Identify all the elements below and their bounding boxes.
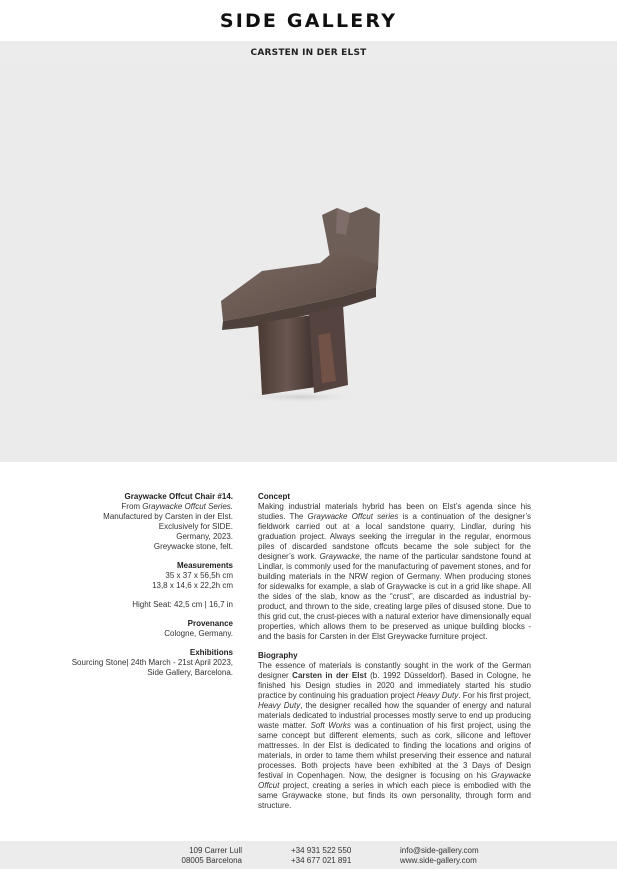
footer-phones bbox=[291, 846, 351, 866]
concept-em-2: Graywacke bbox=[319, 552, 360, 561]
concept-text-3: , the name of the particular sandstone found at Lindlar, is commonly used for the manufacturing of pavement stones, and for building materials in the NRW region of Germany. When producing stones for sidewalks for example, a slab of Graywacke is cut in a grid like shape. All the sides of the slab, know as the “crust”, are discarded as industrial by-product, and thrown to the side, creating large piles of disused stone. Due to this grid cut, the crust-pieces with a natural exterior have dimensionally equal properties, which allows them to be preserved as unique building blocks - and the basis for Carsten in der Elst Greywacke furniture project. bbox=[258, 552, 531, 641]
exhibitions-heading: Exhibitions bbox=[189, 648, 233, 657]
bio-text-1: The essence of materials is constantly sought in the work of the German designer bbox=[258, 661, 531, 680]
email-link[interactable]: info@side-gallery.com bbox=[400, 846, 479, 855]
bio-em-2: Heavy Duty bbox=[258, 701, 301, 710]
measurements-cm: 35 x 37 x 56,5h cm bbox=[165, 571, 233, 580]
exhibition-line-1: Sourcing Stone| 24th March - 21st April 2023, bbox=[71, 658, 233, 667]
provenance-block bbox=[40, 619, 233, 639]
address-line-2: 08005 Barcelona bbox=[181, 856, 242, 865]
bio-text-5: was a continuation of his first project, using the same concept but different elements, such as cork, silicone and leftover mattresses. In der Elst is dedicated to finding the locations and origins of materials, in order to tame them whilst preserving their essence and natural processes. Both projects have been exhibited at the 3 Days of Design festival in Copenhagen. Now, the designer is focusing on his bbox=[258, 721, 531, 780]
phone-2[interactable]: +34 677 021 891 bbox=[291, 856, 352, 865]
concept-text-1: Making industrial materials hybrid has been on Elst’s agenda since his studies. The bbox=[258, 502, 531, 521]
provenance-value: Cologne, Germany. bbox=[164, 629, 233, 638]
details-column bbox=[40, 492, 233, 687]
artist-name: CARSTEN IN DER ELST bbox=[250, 48, 367, 58]
bio-em-1: Heavy Duty bbox=[416, 691, 459, 700]
details-block bbox=[40, 492, 233, 552]
bio-em-3: Soft Works bbox=[310, 721, 351, 730]
provenance-heading: Provenance bbox=[187, 619, 233, 628]
concept-text-2: is a continuation of the designer’s fieldwork carried out at a local sandstone quarry, Lindlar, during his graduation project. Always seeking the irregular in the regular, enormous piles of discarded sandstone offcuts became the sole subject for the designer’s work. bbox=[258, 512, 532, 561]
origin-line: Germany, 2023. bbox=[176, 532, 233, 541]
address-line-1: 109 Carrer Lull bbox=[189, 846, 242, 855]
biography-section bbox=[258, 651, 531, 811]
brand-name: SIDE GALLERY bbox=[219, 9, 398, 32]
exhibition-line-2: Side Gallery, Barcelona. bbox=[147, 668, 233, 677]
product-photo bbox=[0, 65, 617, 462]
series-name: Graywacke Offcut Series. bbox=[142, 502, 233, 511]
bio-text-6: project, creating a series in which each piece is embodied with the same Graywacke stone, but finds its own personality, through form and structure. bbox=[258, 781, 531, 810]
exclusive-line: Exclusively for SIDE. bbox=[158, 522, 233, 531]
artwork-title: Graywacke Offcut Chair #14. bbox=[124, 492, 233, 501]
phone-1[interactable]: +34 931 522 550 bbox=[291, 846, 352, 855]
exhibitions-block bbox=[40, 648, 233, 678]
concept-section bbox=[258, 492, 531, 642]
bio-text-4: , the designer recalled how the squander of energy and natural materials dedicated to industrial processes mostly serve to end up producing waste matter. bbox=[258, 701, 531, 730]
bio-artist-name: Carsten in der Elst bbox=[292, 671, 367, 680]
footer-address bbox=[150, 846, 242, 866]
manufactured-line: Manufactured by Carsten in der Elst. bbox=[103, 512, 233, 521]
footer-contact bbox=[400, 846, 479, 866]
artwork-series-line bbox=[40, 502, 233, 512]
chair-front-leg bbox=[258, 315, 316, 395]
series-prefix: From bbox=[121, 502, 143, 511]
concept-heading: Concept bbox=[258, 492, 290, 501]
concept-em-1: Graywacke Offcut series bbox=[307, 512, 399, 521]
material-line: Greywacke stone, felt. bbox=[153, 542, 233, 551]
biography-heading: Biography bbox=[258, 651, 298, 660]
footer bbox=[0, 841, 617, 869]
website-link[interactable]: www.side-gallery.com bbox=[400, 856, 477, 865]
seat-height: Hight Seat: 42,5 cm | 16,7 in bbox=[132, 600, 233, 609]
measurements-heading: Measurements bbox=[176, 561, 233, 570]
measurements-in: 13,8 x 14,6 x 22,2h cm bbox=[152, 581, 233, 590]
text-column bbox=[258, 492, 531, 820]
bio-text-2: (b. 1992 Düsseldorf). Based in Cologne, he finished his Design studies in 2020 and immediately started his studio practice by continuing his graduation project bbox=[258, 671, 531, 700]
bio-em-4: Graywacke Offcut bbox=[258, 771, 531, 790]
floor-shadow bbox=[238, 391, 362, 403]
bio-text-3: . For his first project, bbox=[458, 691, 531, 700]
measurements-block bbox=[40, 561, 233, 610]
chair-illustration bbox=[0, 65, 617, 462]
artist-bar bbox=[0, 41, 617, 65]
brand-header bbox=[0, 0, 617, 41]
